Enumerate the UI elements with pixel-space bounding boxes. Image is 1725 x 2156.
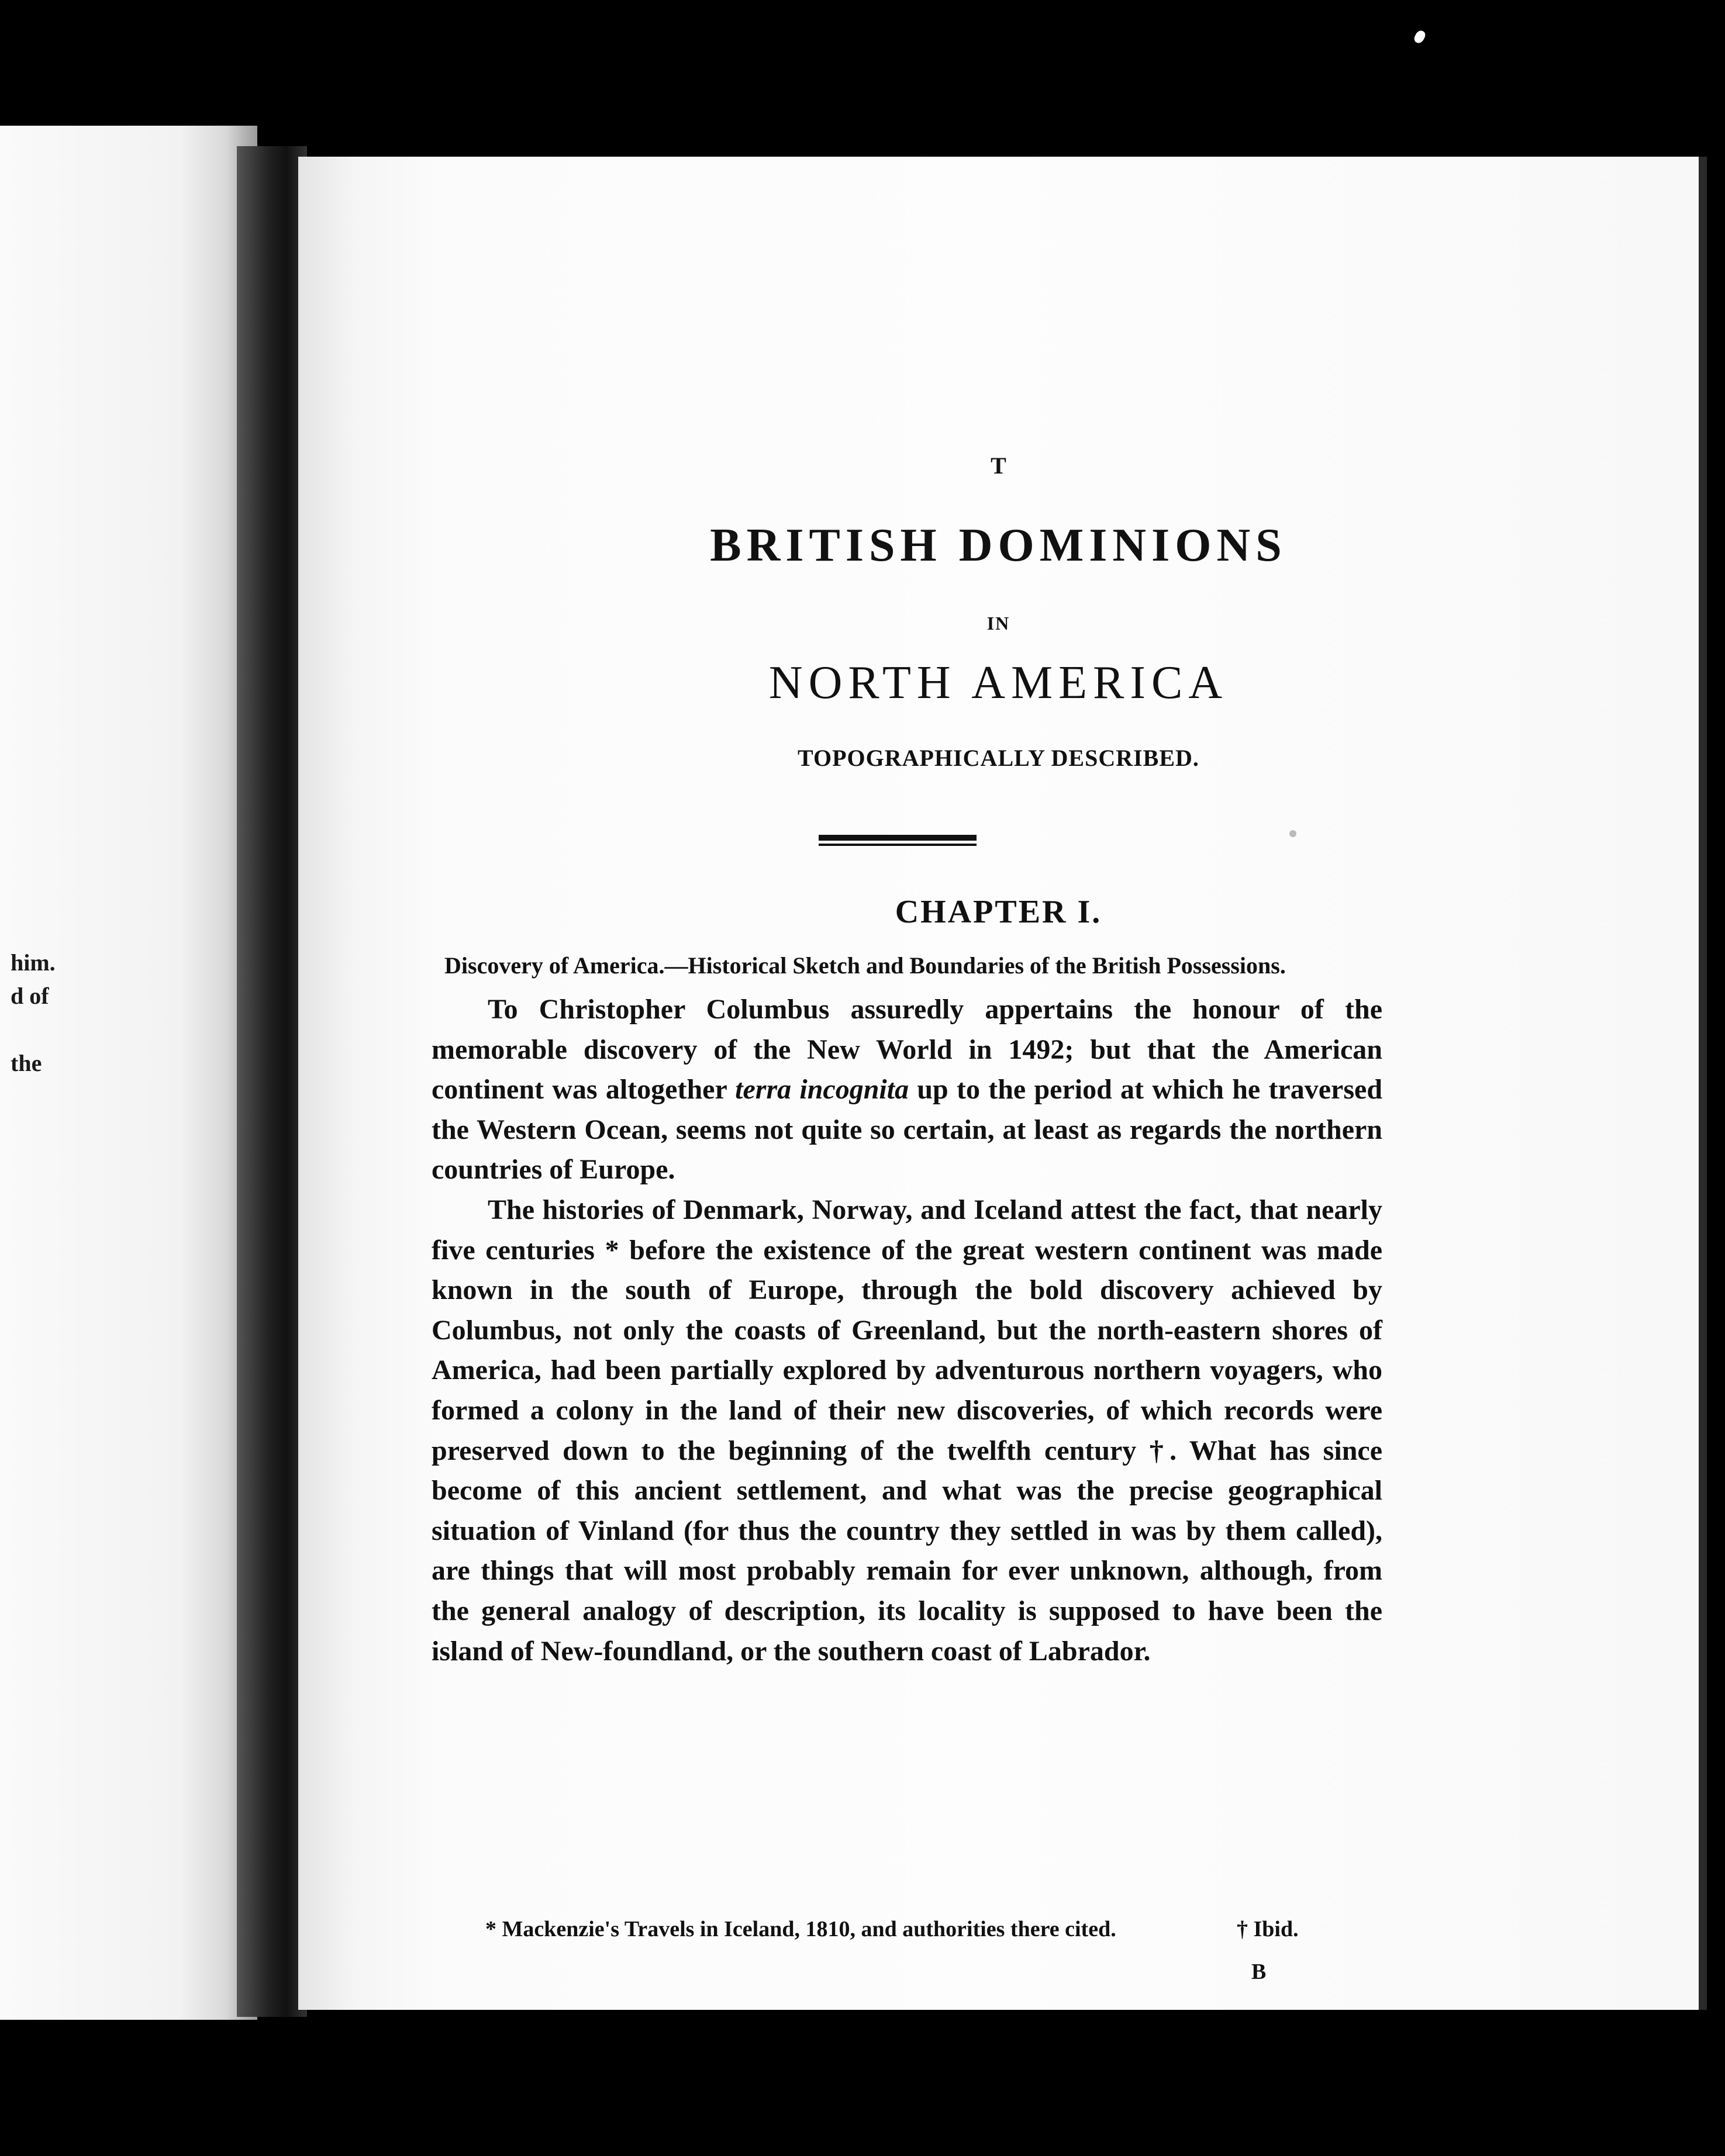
chapter-summary: Discovery of America.—Historical Sketch and Boundaries of the British Possessions. (444, 952, 1286, 979)
chapter-heading: CHAPTER I. (895, 894, 1102, 930)
italic-phrase: terra incognita (735, 1074, 909, 1105)
title-line-2: NORTH AMERICA (768, 657, 1229, 709)
footnote-2: † Ibid. (1237, 1917, 1299, 1941)
left-page-fragment: d of (11, 983, 49, 1009)
title-line-1: BRITISH DOMINIONS (710, 520, 1287, 571)
left-facing-page (0, 126, 257, 2020)
double-rule-thick (819, 835, 977, 841)
book-gutter-shadow (237, 146, 307, 2017)
signature-mark: B (1251, 1960, 1267, 1984)
paper-blemish (1289, 830, 1296, 837)
initial-letter: T (991, 452, 1006, 479)
paragraph-1-text: To Christopher Columbus assuredly appertains the honour of the memorable discovery of the New World in 1492; but that the American continent was altogether (432, 994, 1382, 1105)
paragraph-1-text-end: up to the period at which he traversed the Western Ocean, seems not quite so certain, at least as regards the northern countries of Europe. (432, 1074, 1383, 1186)
double-rule-thin (819, 844, 977, 846)
body-text (432, 990, 1382, 1671)
paragraph-2: The histories of Denmark, Norway, and Iceland attest the fact, that nearly five centuries * before the existence of the great western continent was made known in the south of Europe, through the bold discovery achieved by Columbus, not only the coasts of Greenland, but the north-eastern shores of America, had been partially explored by adventurous northern voyagers, who formed a colony in the land of their new discoveries, of which records were preserved down to the beginning of the twelfth century †. What has since become of this ancient settlement, and what was the precise geographical situation of Vinland (for thus the country they settled in was by them called), are things that will most probably remain for ever unknown, although, from the general analogy of description, its locality is supposed to have been the island of New-foundland, or the southern coast of Labrador. (432, 1194, 1382, 1667)
footnote-1: * Mackenzie's Travels in Iceland, 1810, and authorities there cited. (485, 1917, 1116, 1941)
subtitle: TOPOGRAPHICALLY DESCRIBED. (798, 745, 1199, 771)
book-page (298, 157, 1707, 2010)
left-page-fragment: him. (11, 949, 56, 976)
scan-speck (1413, 29, 1427, 45)
title-connector: IN (986, 613, 1010, 634)
left-page-fragment: the (11, 1050, 42, 1076)
paragraph-1 (432, 990, 1382, 1190)
